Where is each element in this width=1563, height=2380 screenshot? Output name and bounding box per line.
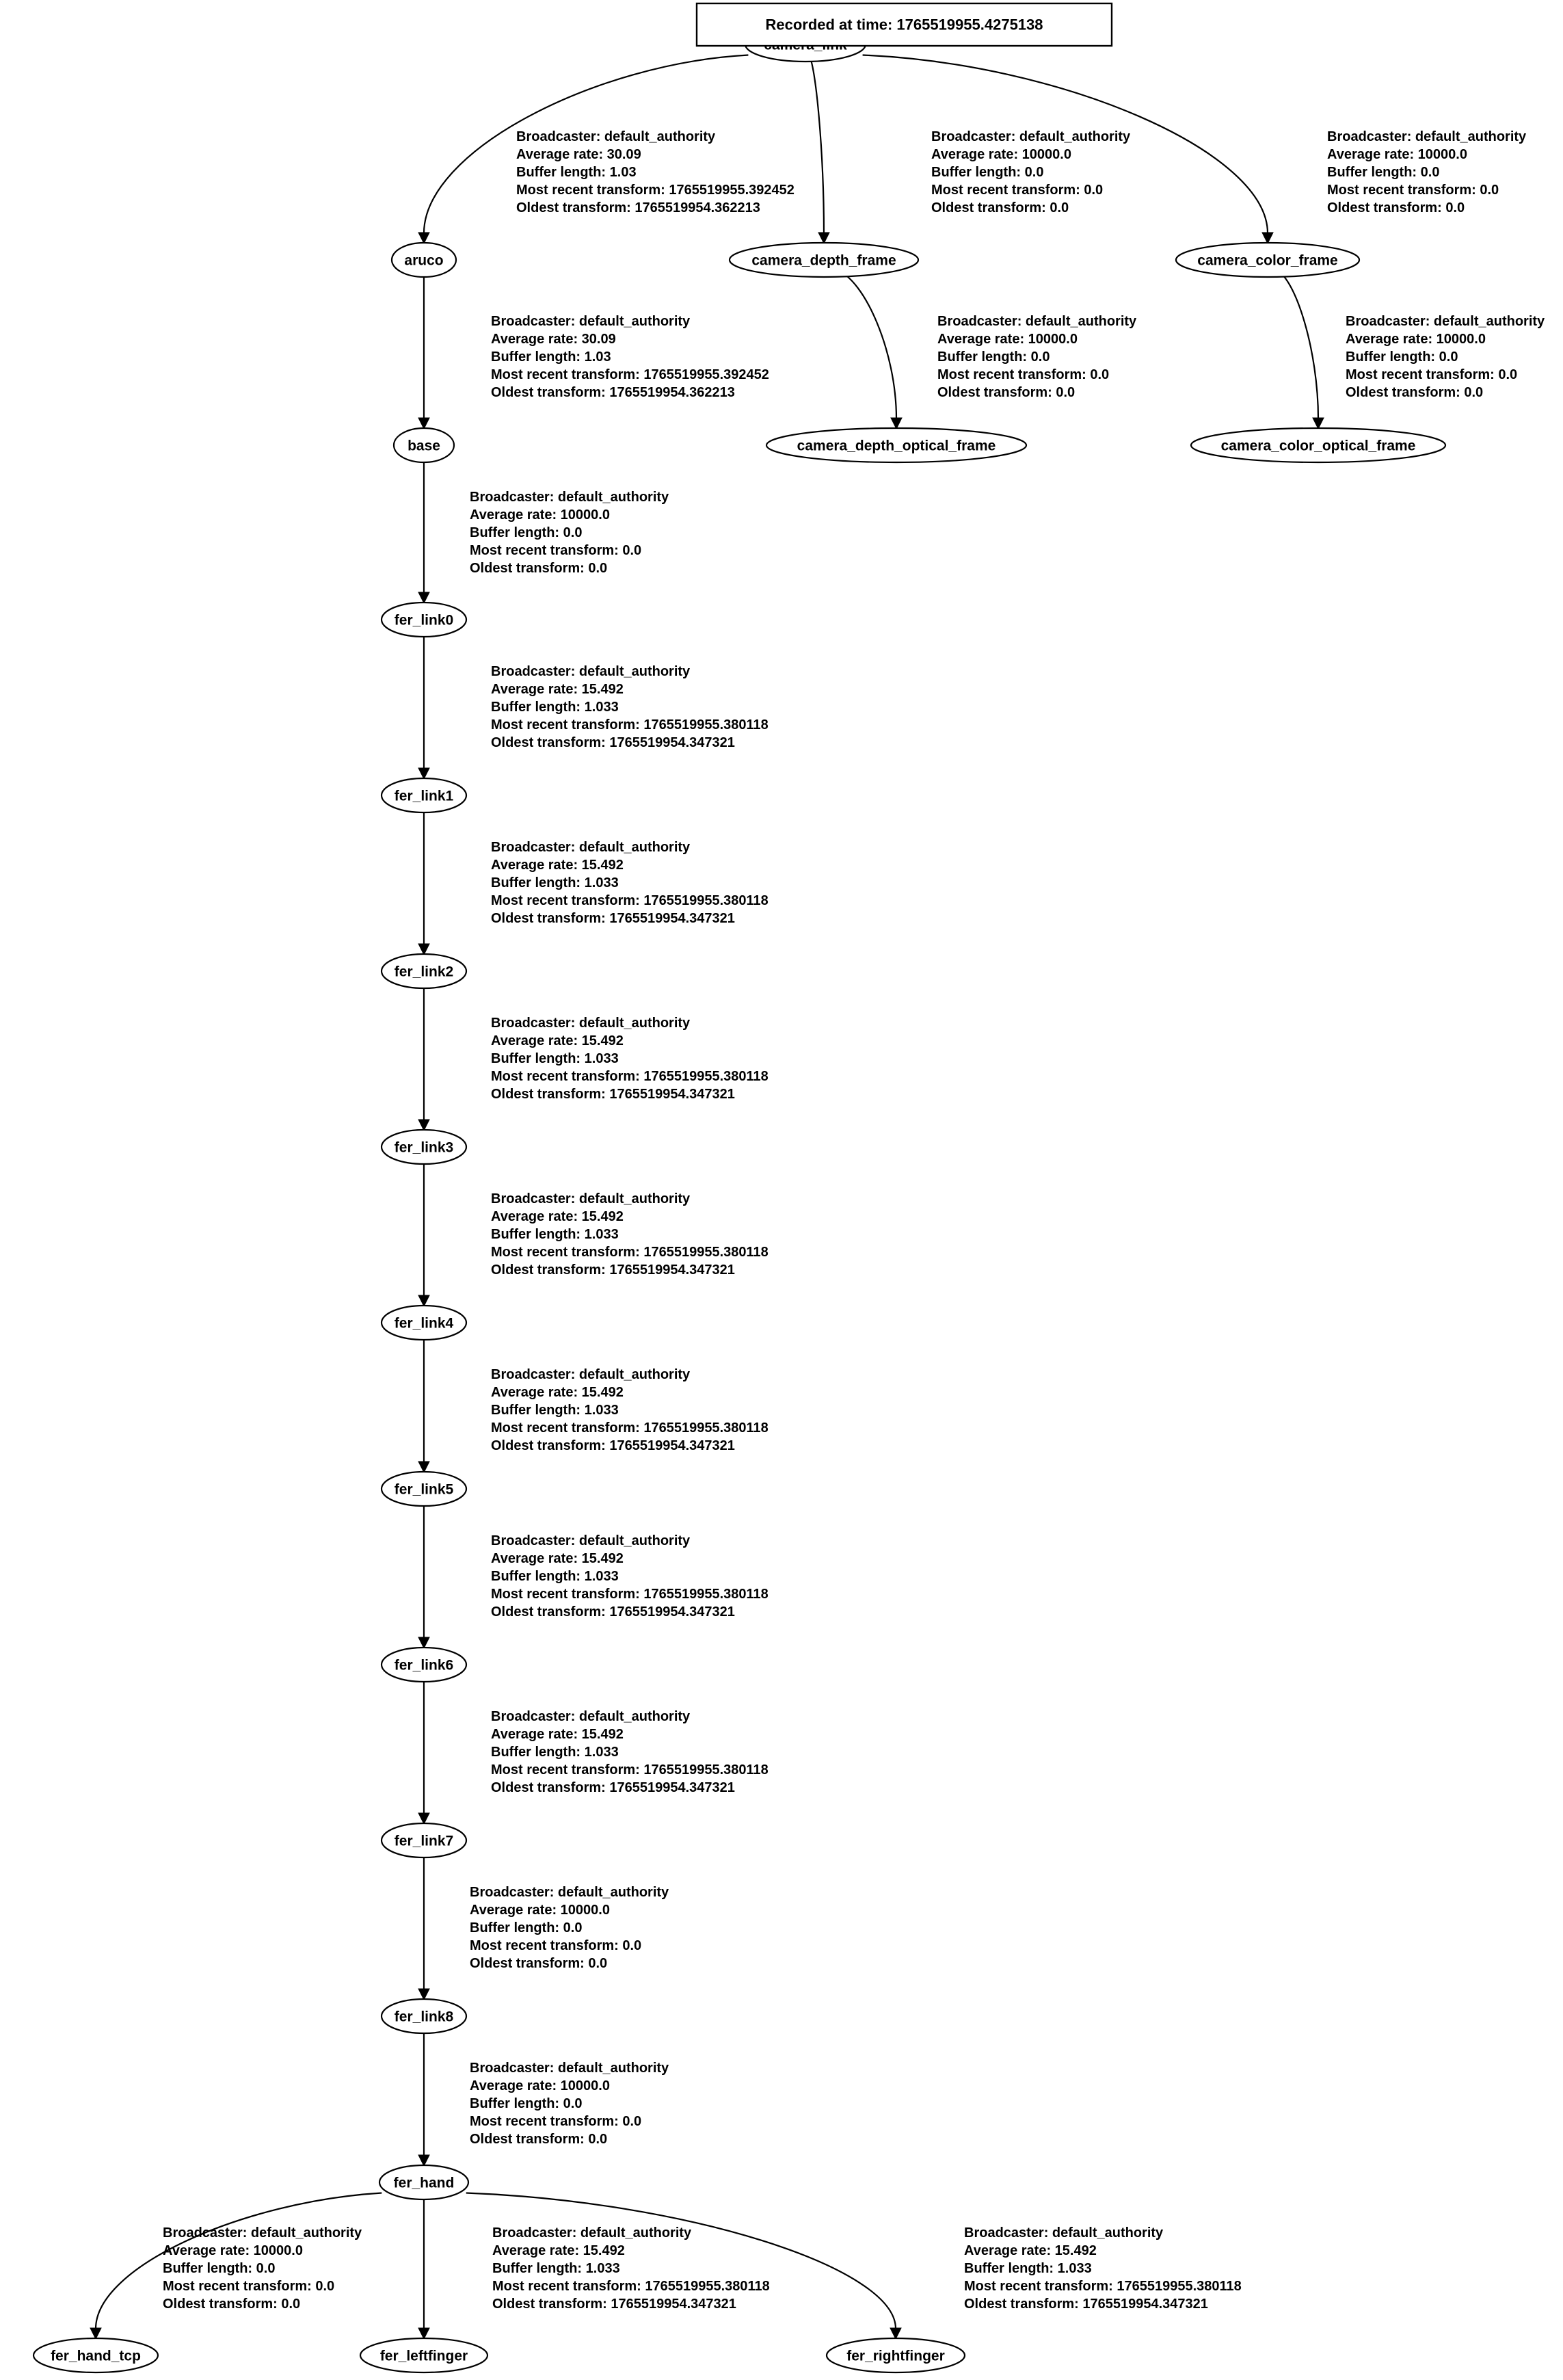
node-label: fer_link7 <box>394 1833 454 1849</box>
node-fer_hand[interactable] <box>379 2165 468 2199</box>
edge-label-line: Average rate: 10000.0 <box>937 332 1078 347</box>
edge-label-line: Most recent transform: 0.0 <box>470 543 642 558</box>
node-aruco[interactable] <box>392 243 456 277</box>
edge-label-line: Oldest transform: 0.0 <box>163 2297 301 2312</box>
edge-label-line: Broadcaster: default_authority <box>470 490 669 505</box>
edge-label-line: Buffer length: 1.033 <box>491 700 619 715</box>
edge-label-line: Broadcaster: default_authority <box>931 129 1131 144</box>
edge-label-line: Average rate: 15.492 <box>491 858 624 873</box>
edge-label-line: Most recent transform: 1765519955.380118 <box>491 717 769 732</box>
edge-label-line: Oldest transform: 1765519954.347321 <box>491 1438 735 1453</box>
edge-label-line: Average rate: 15.492 <box>964 2243 1097 2258</box>
edge-fer_link5-to-fer_link6 <box>418 1506 429 1648</box>
edge-label-line: Oldest transform: 1765519954.362213 <box>516 200 760 215</box>
edge-aruco-to-base <box>418 277 429 429</box>
arrow-head-icon <box>418 1120 429 1130</box>
title-box <box>697 3 1112 46</box>
edge-label-line: Broadcaster: default_authority <box>1346 314 1545 329</box>
node-fer_hand_tcp[interactable] <box>34 2338 158 2372</box>
node-label: fer_hand <box>393 2175 455 2191</box>
edge-label-line: Oldest transform: 1765519954.347321 <box>491 911 735 926</box>
node-camera_color_optical_frame[interactable] <box>1191 428 1445 462</box>
node-fer_link8[interactable] <box>382 1999 466 2033</box>
node-fer_link6[interactable] <box>382 1648 466 1682</box>
edge-label-line: Broadcaster: default_authority <box>516 129 716 144</box>
node-base[interactable] <box>394 428 454 462</box>
edge-fer_link2-to-fer_link3 <box>418 988 429 1130</box>
edge-label-line: Oldest transform: 1765519954.347321 <box>491 1262 735 1278</box>
edge-label-line: Most recent transform: 0.0 <box>163 2279 335 2294</box>
recorded-at-time-label: Recorded at time: 1765519955.4275138 <box>765 16 1043 34</box>
node-label: base <box>408 438 440 454</box>
edge-label-fer_link4-to-fer_link5 <box>491 1367 769 1453</box>
node-label: fer_link6 <box>394 1657 454 1674</box>
node-fer_rightfinger[interactable] <box>827 2338 965 2372</box>
node-fer_link0[interactable] <box>382 603 466 637</box>
node-fer_link5[interactable] <box>382 1472 466 1506</box>
edge-label-line: Oldest transform: 0.0 <box>470 2132 608 2147</box>
edge-label-line: Oldest transform: 1765519954.347321 <box>491 1087 735 1102</box>
edge-label-line: Most recent transform: 1765519955.380118 <box>964 2279 1242 2294</box>
arrow-head-icon <box>1313 418 1324 429</box>
edge-label-line: Most recent transform: 1765519955.380118 <box>491 1420 769 1436</box>
edge-camera_depth_frame-to-camera_depth_optical_frame <box>837 271 902 429</box>
edge-label-line: Average rate: 10000.0 <box>470 507 610 523</box>
edge-label-line: Buffer length: 0.0 <box>1346 349 1458 365</box>
edge-label-fer_hand-to-fer_leftfinger <box>492 2225 770 2312</box>
edge-label-line: Most recent transform: 0.0 <box>470 1938 642 1953</box>
edge-fer_link3-to-fer_link4 <box>418 1164 429 1306</box>
edge-label-line: Most recent transform: 1765519955.380118 <box>491 1245 769 1260</box>
edge-label-line: Buffer length: 1.03 <box>516 165 637 180</box>
edge-fer_link6-to-fer_link7 <box>418 1682 429 1824</box>
edge-label-line: Buffer length: 1.033 <box>491 875 619 890</box>
edge-label-aruco-to-base <box>491 314 769 400</box>
node-fer_link7[interactable] <box>382 1823 466 1857</box>
edge-label-line: Average rate: 15.492 <box>491 1209 624 1224</box>
edge-label-line: Average rate: 15.492 <box>491 682 624 697</box>
node-label: fer_link8 <box>394 2009 454 2025</box>
node-label: camera_color_frame <box>1197 252 1338 269</box>
edge-label-line: Most recent transform: 0.0 <box>931 183 1104 198</box>
edge-label-line: Buffer length: 1.033 <box>491 1403 619 1418</box>
edge-label-line: Average rate: 10000.0 <box>470 1903 610 1918</box>
edge-label-line: Oldest transform: 1765519954.362213 <box>491 385 735 400</box>
edge-line <box>1277 271 1318 419</box>
edge-label-line: Most recent transform: 1765519955.380118 <box>492 2279 770 2294</box>
edge-label-camera_color_frame-to-camera_color_optical_frame <box>1346 314 1545 400</box>
node-label: fer_leftfinger <box>379 2348 468 2364</box>
edge-label-line: Oldest transform: 0.0 <box>937 385 1076 400</box>
node-fer_leftfinger[interactable] <box>360 2338 487 2372</box>
node-camera_depth_frame[interactable] <box>730 243 918 277</box>
arrow-head-icon <box>418 2328 429 2339</box>
edge-label-line: Most recent transform: 0.0 <box>1346 367 1518 382</box>
edge-label-line: Oldest transform: 0.0 <box>470 561 608 576</box>
edge-label-line: Average rate: 10000.0 <box>163 2243 303 2258</box>
edge-fer_link8-to-fer_hand <box>418 2033 429 2166</box>
edge-label-line: Broadcaster: default_authority <box>964 2225 1164 2240</box>
node-label: fer_link3 <box>394 1139 454 1156</box>
arrow-head-icon <box>418 418 429 429</box>
edge-label-line: Average rate: 15.492 <box>491 1033 624 1048</box>
edge-label-line: Average rate: 10000.0 <box>470 2078 610 2093</box>
edge-label-fer_hand-to-fer_rightfinger <box>964 2225 1242 2312</box>
edge-label-line: Average rate: 15.492 <box>491 1551 624 1566</box>
edge-label-line: Most recent transform: 0.0 <box>1327 183 1499 198</box>
node-label: fer_link4 <box>394 1315 454 1332</box>
node-label: fer_link2 <box>394 964 454 980</box>
node-label: fer_link5 <box>394 1481 454 1498</box>
edge-label-line: Broadcaster: default_authority <box>163 2225 362 2240</box>
node-label: camera_depth_optical_frame <box>797 438 996 454</box>
edge-label-line: Most recent transform: 1765519955.380118 <box>491 1069 769 1084</box>
edge-label-camera_link-to-camera_color_frame <box>1327 129 1527 215</box>
node-fer_link1[interactable] <box>382 778 466 812</box>
edge-label-camera_link-to-camera_depth_frame <box>931 129 1131 215</box>
edge-label-fer_link0-to-fer_link1 <box>491 664 769 750</box>
edge-label-line: Average rate: 15.492 <box>491 1385 624 1400</box>
arrow-head-icon <box>90 2328 101 2339</box>
edge-label-fer_link7-to-fer_link8 <box>470 1885 669 1971</box>
node-label: fer_link1 <box>394 788 454 804</box>
arrow-head-icon <box>418 233 429 243</box>
edge-fer_link0-to-fer_link1 <box>418 637 429 779</box>
edge-camera_color_frame-to-camera_color_optical_frame <box>1277 271 1324 429</box>
node-fer_link3[interactable] <box>382 1130 466 1164</box>
edge-label-line: Most recent transform: 1765519955.380118 <box>491 1762 769 1777</box>
edge-fer_link1-to-fer_link2 <box>418 812 429 955</box>
edge-label-line: Average rate: 15.492 <box>491 1727 624 1742</box>
edge-fer_link4-to-fer_link5 <box>418 1340 429 1472</box>
edge-label-line: Broadcaster: default_authority <box>491 664 691 679</box>
edge-label-line: Broadcaster: default_authority <box>491 1191 691 1206</box>
edge-label-line: Buffer length: 0.0 <box>931 165 1044 180</box>
edge-label-line: Most recent transform: 1765519955.392452 <box>516 183 794 198</box>
arrow-head-icon <box>818 233 829 243</box>
edge-label-line: Oldest transform: 0.0 <box>470 1956 608 1971</box>
edge-label-line: Oldest transform: 1765519954.347321 <box>492 2297 736 2312</box>
edge-label-line: Broadcaster: default_authority <box>491 1709 691 1724</box>
edge-label-line: Oldest transform: 1765519954.347321 <box>491 1604 735 1619</box>
arrow-head-icon <box>418 1813 429 1824</box>
edge-label-line: Broadcaster: default_authority <box>470 2061 669 2076</box>
edge-label-line: Average rate: 10000.0 <box>1327 147 1467 162</box>
edge-label-line: Buffer length: 1.033 <box>491 1051 619 1066</box>
edge-label-line: Average rate: 30.09 <box>516 147 641 162</box>
edge-label-line: Oldest transform: 1765519954.347321 <box>964 2297 1208 2312</box>
edge-label-line: Buffer length: 0.0 <box>937 349 1050 365</box>
edge-label-line: Broadcaster: default_authority <box>491 1367 691 1382</box>
edge-fer_link7-to-fer_link8 <box>418 1857 429 2000</box>
edge-line <box>809 55 824 234</box>
edge-label-fer_link2-to-fer_link3 <box>491 1016 769 1102</box>
node-camera_color_frame[interactable] <box>1176 243 1359 277</box>
edge-label-line: Oldest transform: 0.0 <box>1346 385 1484 400</box>
edge-label-line: Most recent transform: 1765519955.392452 <box>491 367 769 382</box>
edge-label-line: Buffer length: 0.0 <box>1327 165 1440 180</box>
edge-label-line: Buffer length: 1.03 <box>491 349 611 365</box>
edge-label-camera_depth_frame-to-camera_depth_optical_frame <box>937 314 1137 400</box>
node-label: camera_depth_frame <box>751 252 896 269</box>
edge-label-line: Average rate: 10000.0 <box>1346 332 1486 347</box>
edge-label-line: Broadcaster: default_authority <box>491 1533 691 1548</box>
edge-label-line: Broadcaster: default_authority <box>491 840 691 855</box>
edge-label-line: Buffer length: 0.0 <box>163 2261 276 2276</box>
edge-label-line: Average rate: 10000.0 <box>931 147 1071 162</box>
edge-label-base-to-fer_link0 <box>470 490 669 576</box>
edge-label-line: Oldest transform: 0.0 <box>931 200 1069 215</box>
edge-label-line: Broadcaster: default_authority <box>492 2225 692 2240</box>
node-label: camera_color_optical_frame <box>1220 438 1416 454</box>
node-label: aruco <box>404 252 444 269</box>
edge-label-line: Buffer length: 1.033 <box>491 1745 619 1760</box>
arrow-head-icon <box>418 1989 429 2000</box>
edge-label-line: Buffer length: 0.0 <box>470 2096 583 2111</box>
arrow-head-icon <box>418 1462 429 1472</box>
node-camera_depth_optical_frame[interactable] <box>766 428 1026 462</box>
edge-label-line: Oldest transform: 0.0 <box>1327 200 1465 215</box>
arrow-head-icon <box>418 944 429 955</box>
edge-label-line: Oldest transform: 1765519954.347321 <box>491 735 735 750</box>
edge-base-to-fer_link0 <box>418 462 429 603</box>
edge-label-line: Buffer length: 0.0 <box>470 1920 583 1935</box>
edge-label-line: Most recent transform: 1765519955.380118 <box>491 893 769 908</box>
edge-label-line: Buffer length: 0.0 <box>470 525 583 540</box>
title-layer <box>697 3 1112 46</box>
edge-label-fer_link3-to-fer_link4 <box>491 1191 769 1278</box>
edge-label-line: Buffer length: 1.033 <box>491 1569 619 1584</box>
edge-label-line: Buffer length: 1.033 <box>491 1227 619 1242</box>
edge-label-line: Buffer length: 1.033 <box>492 2261 620 2276</box>
edge-label-line: Most recent transform: 0.0 <box>937 367 1110 382</box>
edge-label-line: Average rate: 15.492 <box>492 2243 625 2258</box>
node-label: fer_rightfinger <box>846 2348 945 2364</box>
edge-label-line: Broadcaster: default_authority <box>491 314 691 329</box>
edge-label-fer_link6-to-fer_link7 <box>491 1709 769 1795</box>
edge-label-line: Most recent transform: 1765519955.380118 <box>491 1587 769 1602</box>
arrow-head-icon <box>418 592 429 603</box>
edge-camera_link-to-camera_depth_frame <box>809 55 829 244</box>
edge-label-camera_link-to-aruco <box>516 129 794 215</box>
node-fer_link4[interactable] <box>382 1306 466 1340</box>
node-fer_link2[interactable] <box>382 954 466 988</box>
edge-label-line: Buffer length: 1.033 <box>964 2261 1092 2276</box>
arrow-head-icon <box>1262 233 1273 243</box>
edge-label-line: Broadcaster: default_authority <box>937 314 1137 329</box>
arrow-head-icon <box>418 1637 429 1648</box>
edge-label-fer_link1-to-fer_link2 <box>491 840 769 926</box>
edge-label-fer_hand-to-fer_hand_tcp <box>163 2225 362 2312</box>
node-label: fer_hand_tcp <box>51 2348 141 2364</box>
edge-label-line: Average rate: 30.09 <box>491 332 616 347</box>
arrow-head-icon <box>418 768 429 779</box>
node-label: fer_link0 <box>394 612 454 629</box>
edge-label-fer_link8-to-fer_hand <box>470 2061 669 2147</box>
edge-label-line: Broadcaster: default_authority <box>491 1016 691 1031</box>
edge-label-line: Most recent transform: 0.0 <box>470 2114 642 2129</box>
edge-label-line: Broadcaster: default_authority <box>1327 129 1527 144</box>
arrow-head-icon <box>891 418 902 429</box>
arrow-head-icon <box>890 2328 901 2339</box>
arrow-head-icon <box>418 2155 429 2166</box>
arrow-head-icon <box>418 1295 429 1306</box>
edge-label-line: Broadcaster: default_authority <box>470 1885 669 1900</box>
edge-line <box>837 271 896 419</box>
edge-label-fer_link5-to-fer_link6 <box>491 1533 769 1619</box>
edge-label-line: Oldest transform: 1765519954.347321 <box>491 1780 735 1795</box>
edge-fer_hand-to-fer_leftfinger <box>418 2199 429 2339</box>
